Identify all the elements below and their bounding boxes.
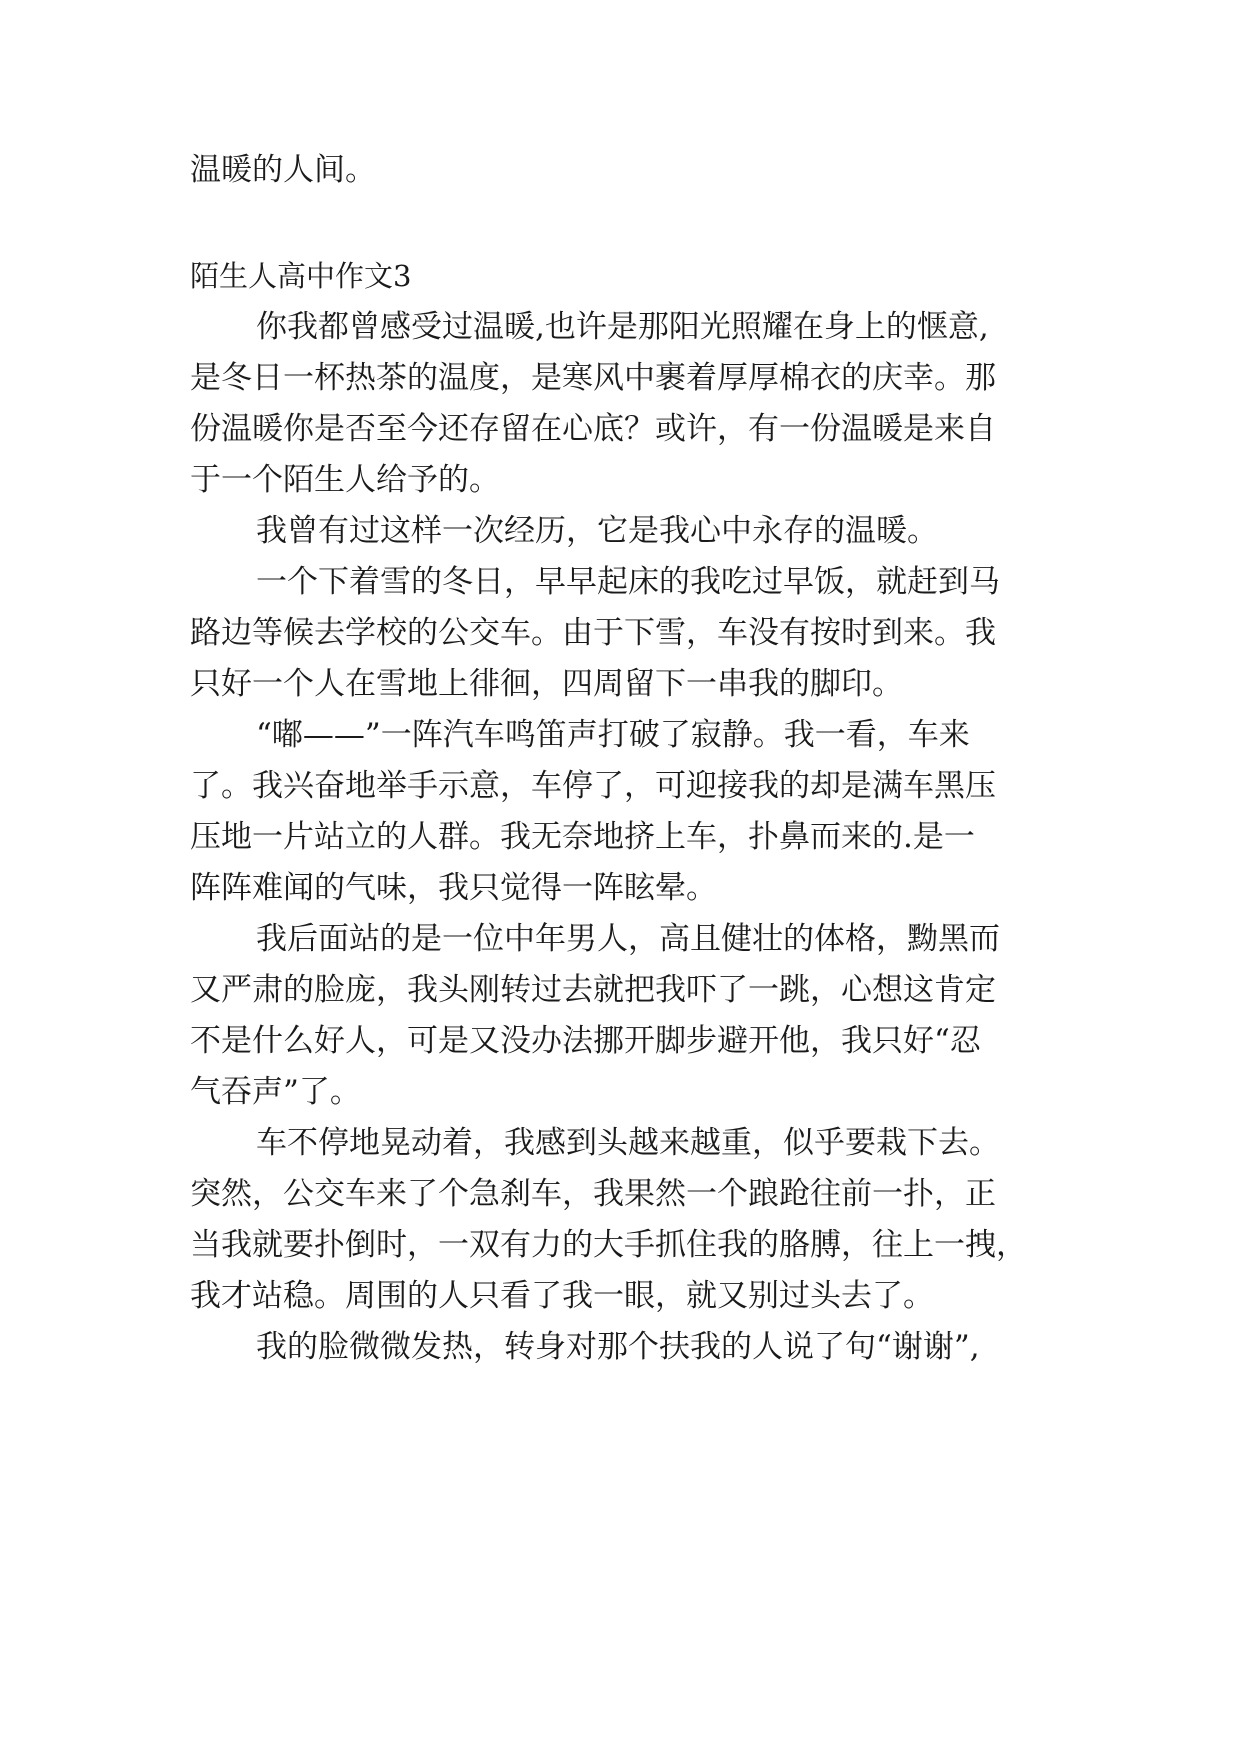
paragraph-line: 车不停地晃动着，我感到头越来越重，似乎要栽下去。 [256,1125,1000,1161]
paragraph-line: 了。我兴奋地举手示意，车停了，可迎接我的却是满车黑压 [190,768,996,804]
paragraph-line: 你我都曾感受过温暖,也许是那阳光照耀在身上的惬意, [256,309,989,345]
paragraph-line: 一个下着雪的冬日，早早起床的我吃过早饭，就赶到马 [256,564,1000,600]
paragraph-line: 阵阵难闻的气味，我只觉得一阵眩晕。 [190,870,717,906]
paragraph-line: 我的脸微微发热，转身对那个扶我的人说了句“谢谢”, [256,1329,980,1365]
section-heading: 陌生人高中作文3 [190,259,412,293]
paragraph-line: 我曾有过这样一次经历，它是我心中永存的温暖。 [256,513,938,549]
paragraph-line: 不是什么好人，可是又没办法挪开脚步避开他，我只好“忍 [190,1023,981,1059]
paragraph-line: 又严肃的脸庞，我头刚转过去就把我吓了一跳，心想这肯定 [190,972,996,1008]
paragraph-line: 突然，公交车来了个急刹车，我果然一个踉跄往前一扑，正 [190,1176,996,1212]
paragraph-line: 份温暖你是否至今还存留在心底？或许，有一份温暖是来自 [190,411,996,447]
paragraph-line: 是冬日一杯热茶的温度，是寒风中裹着厚厚棉衣的庆幸。那 [190,360,996,396]
paragraph-line: 于一个陌生人给予的。 [190,462,500,498]
paragraph-line: 当我就要扑倒时，一双有力的大手抓住我的胳膊，往上一拽， [190,1227,1027,1263]
paragraph-line: 只好一个人在雪地上徘徊，四周留下一串我的脚印。 [190,666,903,702]
paragraph-line: 气吞声”了。 [190,1074,361,1110]
paragraph-line: 压地一片站立的人群。我无奈地挤上车，扑鼻而来的.是一 [190,819,975,855]
paragraph-line: 我后面站的是一位中年男人，高且健壮的体格，黝黑而 [256,921,1000,957]
paragraph-line: 路边等候去学校的公交车。由于下雪，车没有按时到来。我 [190,615,996,651]
paragraph-line: 我才站稳。周围的人只看了我一眼，就又别过头去了。 [190,1278,934,1314]
paragraph-line: “嘟——”一阵汽车鸣笛声打破了寂静。我一看，车来 [256,717,970,753]
text-line: 温暖的人间。 [190,152,376,188]
